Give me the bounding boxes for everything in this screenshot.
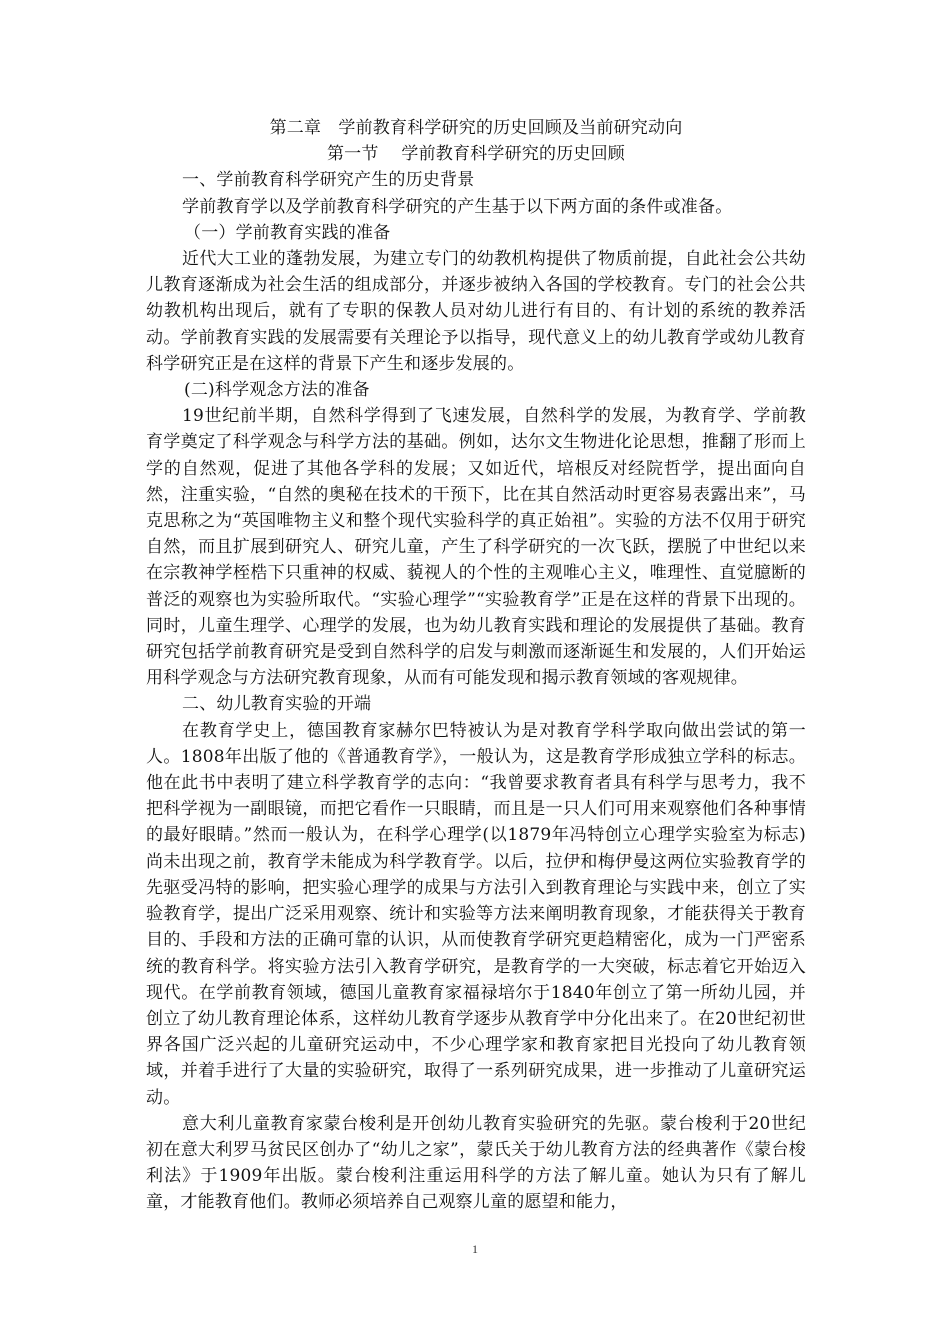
intro-paragraph: 学前教育学以及学前教育科学研究的产生基于以下两方面的条件或准备。 bbox=[182, 196, 733, 217]
section-title: 第一节 学前教育科学研究的历史回顾 bbox=[326, 144, 625, 165]
paragraph-science: 19世纪前半期，自然科学得到了飞速发展，自然科学的发展，为教育学、学前教育学奠定了科学观念与科学方法的基础。例如，达尔文生物进化论思想，推翻了形而上学的自然观，促进了其他各学科的发展；又如近代，培根反对经院哲学，提出面向自然，注重实验，“自然的奥秘在技术的干预下，比在其自然活动时更容易表露出来”，马克思称之为“英国唯物主义和整个现代实验科学的真正始祖”。实验的方法不仅用于研究自然，而且扩展到研究人、研究儿童，产生了科学研究的一次飞跃，摆脱了中世纪以来在宗教神学桎梏下只重神的权威、藐视人的个性的主观唯心主义，唯理性、直觉臆断的普泛的观察也为实验所取代。“实验心理学”“实验教育学”正是在这样的背景下出现的。同时，儿童生理学、心理学的发展，也为幼儿教育实践和理论的发展提供了基础。教育研究包括学前教育研究是受到自然科学的启发与刺激而逐渐诞生和发展的，人们开始运用科学观念与方法研究教育现象，从而有可能发现和揭示教育领域的客观规律。 bbox=[146, 406, 806, 689]
paragraph-montessori: 意大利儿童教育家蒙台梭利是开创幼儿教育实验研究的先驱。蒙台梭利于20世纪初在意大利罗马贫民区创办了“幼儿之家”，蒙氏关于幼儿教育方法的经典著作《蒙台梭利法》于1909年出版。蒙台梭利注重运用科学的方法了解儿童。她认为只有了解儿童，才能教育他们。教师必须培养自己观察儿童的愿望和能力， bbox=[146, 1113, 806, 1213]
heading-experiment-beginning: 二、幼儿教育实验的开端 bbox=[182, 694, 372, 715]
chapter-title: 第二章 学前教育科学研究的历史回顾及当前研究动向 bbox=[269, 118, 683, 138]
paragraph-history: 在教育学史上，德国教育家赫尔巴特被认为是对教育学科学取向做出尝试的第一人。1808年出版了他的《普通教育学》，一般认为，这是教育学形成独立学科的标志。他在此书中表明了建立科学教育学的志向：“我曾要求教育者具有科学与思考力，我不把科学视为一副眼镜，而把它看作一只眼睛，而且是一只人们可用来观察他们各种事情的最好眼睛。”然而一般认为，在科学心理学(以1879年冯特创立心理学实验室为标志)尚未出现之前，教育学未能成为科学教育学。以后，拉伊和梅伊曼这两位实验教育学的先驱受冯特的影响，把实验心理学的成果与方法引入到教育理论与实践中来，创立了实验教育学，提出广泛采用观察、统计和实验等方法来阐明教育现象，才能获得关于教育目的、手段和方法的正确可靠的认识，从而使教育学研究更趋精密化，成为一门严密系统的教育科学。将实验方法引入教育学研究，是教育学的一大突破，标志着它开始迈入现代。在学前教育领域，德国儿童教育家福禄培尔于1840年创立了第一所幼儿园，并创立了幼儿教育理论体系，这样幼儿教育学逐步从教育学中分化出来了。在20世纪初世界各国广泛兴起的儿童研究运动中，不少心理学家和教育家把目光投向了幼儿教育领域，并着手进行了大量的实验研究，取得了一系列研究成果，进一步推动了儿童研究运动。 bbox=[146, 720, 806, 1108]
page-number: 1 bbox=[472, 1242, 478, 1256]
subheading-science-preparation: (二)科学观念方法的准备 bbox=[184, 380, 370, 401]
document-body bbox=[146, 115, 806, 1216]
subheading-practice-preparation: （一）学前教育实践的准备 bbox=[184, 222, 391, 243]
paragraph-practice: 近代大工业的蓬勃发展，为建立专门的幼教机构提供了物质前提，自此社会公共幼儿教育逐渐成为社会生活的组成部分，并逐步被纳入各国的学校教育。专门的社会公共幼教机构出现后，就有了专职的保教人员对幼儿进行有目的、有计划的系统的教养活动。学前教育实践的发展需要有关理论予以指导，现代意义上的幼儿教育学或幼儿教育科学研究正是在这样的背景下产生和逐步发展的。 bbox=[146, 249, 806, 374]
heading-historical-background: 一、学前教育科学研究产生的历史背景 bbox=[182, 170, 475, 191]
